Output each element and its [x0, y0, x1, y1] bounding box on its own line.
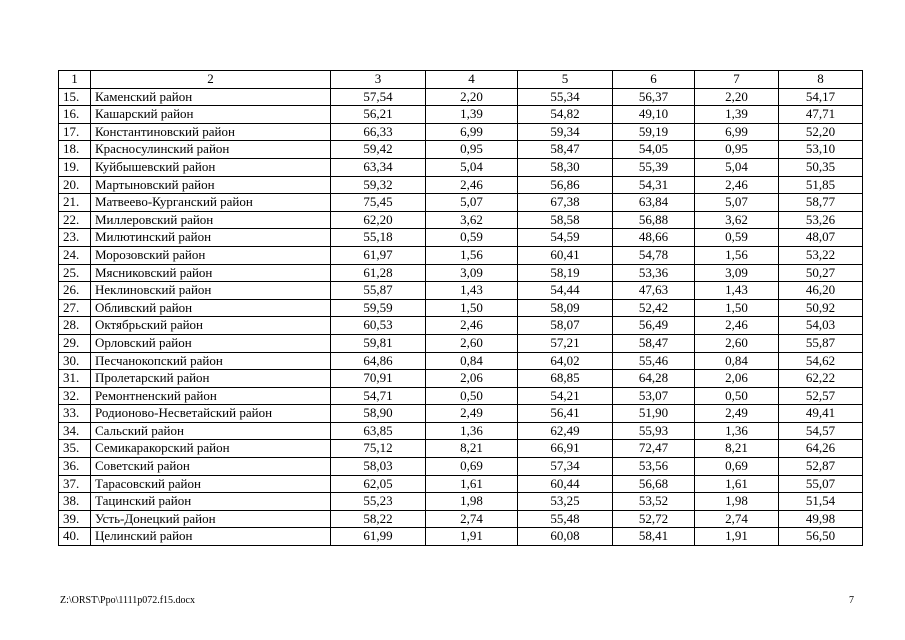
value-col-7: 0,84 — [695, 352, 779, 370]
value-col-8: 50,92 — [779, 299, 863, 317]
row-index: 37. — [59, 475, 91, 493]
value-col-3: 58,22 — [331, 510, 426, 528]
value-col-5: 56,41 — [518, 405, 613, 423]
district-name: Неклиновский район — [91, 282, 331, 300]
value-col-5: 54,59 — [518, 229, 613, 247]
value-col-6: 51,90 — [613, 405, 695, 423]
value-col-3: 54,71 — [331, 387, 426, 405]
value-col-4: 2,60 — [426, 334, 518, 352]
value-col-8: 53,10 — [779, 141, 863, 159]
value-col-5: 56,86 — [518, 176, 613, 194]
row-index: 22. — [59, 211, 91, 229]
table-row — [59, 229, 863, 247]
district-name: Пролетарский район — [91, 370, 331, 388]
row-index: 39. — [59, 510, 91, 528]
row-index: 18. — [59, 141, 91, 159]
column-number-5: 5 — [518, 71, 613, 89]
value-col-4: 8,21 — [426, 440, 518, 458]
district-name: Мясниковский район — [91, 264, 331, 282]
value-col-7: 1,56 — [695, 246, 779, 264]
value-col-4: 0,59 — [426, 229, 518, 247]
value-col-5: 59,34 — [518, 123, 613, 141]
value-col-6: 56,37 — [613, 88, 695, 106]
value-col-8: 52,20 — [779, 123, 863, 141]
column-number-6: 6 — [613, 71, 695, 89]
table-row — [59, 528, 863, 546]
table-row — [59, 317, 863, 335]
value-col-3: 62,05 — [331, 475, 426, 493]
table-row — [59, 176, 863, 194]
value-col-8: 50,35 — [779, 158, 863, 176]
row-index: 33. — [59, 405, 91, 423]
value-col-6: 48,66 — [613, 229, 695, 247]
value-col-4: 5,04 — [426, 158, 518, 176]
value-col-7: 1,39 — [695, 106, 779, 124]
value-col-6: 56,49 — [613, 317, 695, 335]
value-col-6: 56,88 — [613, 211, 695, 229]
value-col-8: 53,22 — [779, 246, 863, 264]
table-row — [59, 458, 863, 476]
value-col-6: 58,47 — [613, 334, 695, 352]
value-col-4: 2,46 — [426, 317, 518, 335]
value-col-4: 1,91 — [426, 528, 518, 546]
column-number-2: 2 — [91, 71, 331, 89]
value-col-5: 64,02 — [518, 352, 613, 370]
value-col-5: 58,09 — [518, 299, 613, 317]
value-col-3: 56,21 — [331, 106, 426, 124]
value-col-6: 47,63 — [613, 282, 695, 300]
value-col-3: 63,85 — [331, 422, 426, 440]
value-col-3: 60,53 — [331, 317, 426, 335]
row-index: 35. — [59, 440, 91, 458]
row-index: 16. — [59, 106, 91, 124]
value-col-3: 66,33 — [331, 123, 426, 141]
value-col-6: 72,47 — [613, 440, 695, 458]
district-name: Тарасовский район — [91, 475, 331, 493]
value-col-5: 54,44 — [518, 282, 613, 300]
value-col-7: 6,99 — [695, 123, 779, 141]
district-table — [58, 70, 863, 546]
value-col-6: 63,84 — [613, 194, 695, 212]
value-col-7: 3,09 — [695, 264, 779, 282]
value-col-4: 1,36 — [426, 422, 518, 440]
district-name: Целинский район — [91, 528, 331, 546]
table-row — [59, 493, 863, 511]
row-index: 17. — [59, 123, 91, 141]
row-index: 32. — [59, 387, 91, 405]
value-col-6: 53,52 — [613, 493, 695, 511]
column-number-3: 3 — [331, 71, 426, 89]
value-col-3: 75,45 — [331, 194, 426, 212]
district-name: Красносулинский район — [91, 141, 331, 159]
value-col-3: 59,32 — [331, 176, 426, 194]
value-col-6: 56,68 — [613, 475, 695, 493]
value-col-7: 5,04 — [695, 158, 779, 176]
value-col-8: 52,87 — [779, 458, 863, 476]
value-col-5: 67,38 — [518, 194, 613, 212]
value-col-5: 58,07 — [518, 317, 613, 335]
value-col-3: 57,54 — [331, 88, 426, 106]
value-col-8: 55,07 — [779, 475, 863, 493]
value-col-5: 54,82 — [518, 106, 613, 124]
value-col-8: 51,54 — [779, 493, 863, 511]
district-name: Ремонтненский район — [91, 387, 331, 405]
value-col-5: 57,21 — [518, 334, 613, 352]
page-number: 7 — [849, 595, 854, 606]
value-col-5: 57,34 — [518, 458, 613, 476]
row-index: 40. — [59, 528, 91, 546]
row-index: 26. — [59, 282, 91, 300]
row-index: 27. — [59, 299, 91, 317]
table-body — [59, 71, 863, 546]
value-col-7: 0,69 — [695, 458, 779, 476]
district-name: Усть-Донецкий район — [91, 510, 331, 528]
value-col-7: 5,07 — [695, 194, 779, 212]
value-col-7: 1,50 — [695, 299, 779, 317]
value-col-3: 59,81 — [331, 334, 426, 352]
value-col-5: 60,44 — [518, 475, 613, 493]
row-index: 29. — [59, 334, 91, 352]
row-index: 23. — [59, 229, 91, 247]
value-col-3: 58,03 — [331, 458, 426, 476]
value-col-4: 1,50 — [426, 299, 518, 317]
value-col-3: 62,20 — [331, 211, 426, 229]
value-col-5: 58,30 — [518, 158, 613, 176]
district-name: Морозовский район — [91, 246, 331, 264]
value-col-4: 0,95 — [426, 141, 518, 159]
row-index: 15. — [59, 88, 91, 106]
value-col-3: 70,91 — [331, 370, 426, 388]
footer-file-path: Z:\ORST\Ppo\1111p072.f15.docx — [60, 595, 195, 606]
value-col-4: 3,62 — [426, 211, 518, 229]
value-col-8: 46,20 — [779, 282, 863, 300]
value-col-6: 52,42 — [613, 299, 695, 317]
value-col-7: 2,49 — [695, 405, 779, 423]
value-col-6: 64,28 — [613, 370, 695, 388]
table-row — [59, 194, 863, 212]
value-col-5: 55,34 — [518, 88, 613, 106]
table-row — [59, 352, 863, 370]
value-col-6: 59,19 — [613, 123, 695, 141]
value-col-5: 58,47 — [518, 141, 613, 159]
value-col-4: 1,39 — [426, 106, 518, 124]
value-col-8: 62,22 — [779, 370, 863, 388]
value-col-4: 2,74 — [426, 510, 518, 528]
value-col-8: 47,71 — [779, 106, 863, 124]
value-col-7: 2,06 — [695, 370, 779, 388]
column-number-1: 1 — [59, 71, 91, 89]
value-col-8: 52,57 — [779, 387, 863, 405]
value-col-4: 2,06 — [426, 370, 518, 388]
district-name: Каменский район — [91, 88, 331, 106]
value-col-6: 54,78 — [613, 246, 695, 264]
district-name: Семикаракорский район — [91, 440, 331, 458]
value-col-6: 53,07 — [613, 387, 695, 405]
value-col-4: 1,56 — [426, 246, 518, 264]
row-index: 34. — [59, 422, 91, 440]
value-col-3: 58,90 — [331, 405, 426, 423]
value-col-7: 1,91 — [695, 528, 779, 546]
table-row — [59, 475, 863, 493]
value-col-8: 49,41 — [779, 405, 863, 423]
row-index: 24. — [59, 246, 91, 264]
district-name: Сальский район — [91, 422, 331, 440]
value-col-8: 54,03 — [779, 317, 863, 335]
column-number-8: 8 — [779, 71, 863, 89]
district-name: Октябрьский район — [91, 317, 331, 335]
value-col-3: 55,87 — [331, 282, 426, 300]
value-col-8: 54,62 — [779, 352, 863, 370]
district-name: Песчанокопский район — [91, 352, 331, 370]
row-index: 30. — [59, 352, 91, 370]
row-index: 38. — [59, 493, 91, 511]
district-name: Матвеево-Курганский район — [91, 194, 331, 212]
column-number-row — [59, 71, 863, 89]
value-col-8: 54,57 — [779, 422, 863, 440]
value-col-6: 55,39 — [613, 158, 695, 176]
value-col-7: 1,36 — [695, 422, 779, 440]
value-col-4: 2,20 — [426, 88, 518, 106]
table-row — [59, 106, 863, 124]
value-col-8: 53,26 — [779, 211, 863, 229]
value-col-6: 58,41 — [613, 528, 695, 546]
value-col-4: 0,84 — [426, 352, 518, 370]
district-name: Константиновский район — [91, 123, 331, 141]
value-col-3: 63,34 — [331, 158, 426, 176]
district-name: Милютинский район — [91, 229, 331, 247]
district-name: Тацинский район — [91, 493, 331, 511]
table-row — [59, 158, 863, 176]
row-index: 25. — [59, 264, 91, 282]
table-row — [59, 387, 863, 405]
value-col-8: 58,77 — [779, 194, 863, 212]
value-col-7: 1,98 — [695, 493, 779, 511]
value-col-3: 61,99 — [331, 528, 426, 546]
value-col-6: 52,72 — [613, 510, 695, 528]
value-col-5: 58,58 — [518, 211, 613, 229]
table-row — [59, 211, 863, 229]
value-col-4: 1,61 — [426, 475, 518, 493]
district-name: Куйбышевский район — [91, 158, 331, 176]
value-col-5: 53,25 — [518, 493, 613, 511]
district-name: Обливский район — [91, 299, 331, 317]
column-number-4: 4 — [426, 71, 518, 89]
value-col-7: 2,60 — [695, 334, 779, 352]
value-col-4: 1,43 — [426, 282, 518, 300]
value-col-4: 5,07 — [426, 194, 518, 212]
value-col-4: 2,49 — [426, 405, 518, 423]
table-row — [59, 405, 863, 423]
value-col-5: 58,19 — [518, 264, 613, 282]
table-row — [59, 123, 863, 141]
table-row — [59, 299, 863, 317]
district-name: Орловский район — [91, 334, 331, 352]
value-col-3: 61,28 — [331, 264, 426, 282]
table-row — [59, 510, 863, 528]
value-col-5: 62,49 — [518, 422, 613, 440]
value-col-3: 64,86 — [331, 352, 426, 370]
value-col-7: 1,61 — [695, 475, 779, 493]
value-col-3: 55,23 — [331, 493, 426, 511]
value-col-3: 61,97 — [331, 246, 426, 264]
value-col-6: 55,46 — [613, 352, 695, 370]
value-col-7: 0,50 — [695, 387, 779, 405]
value-col-6: 54,31 — [613, 176, 695, 194]
value-col-6: 49,10 — [613, 106, 695, 124]
row-index: 21. — [59, 194, 91, 212]
district-name: Советский район — [91, 458, 331, 476]
district-name: Мартыновский район — [91, 176, 331, 194]
value-col-8: 54,17 — [779, 88, 863, 106]
table-row — [59, 246, 863, 264]
value-col-7: 3,62 — [695, 211, 779, 229]
row-index: 31. — [59, 370, 91, 388]
value-col-4: 0,69 — [426, 458, 518, 476]
table-row — [59, 440, 863, 458]
district-name: Родионово-Несветайский район — [91, 405, 331, 423]
value-col-5: 66,91 — [518, 440, 613, 458]
value-col-6: 53,56 — [613, 458, 695, 476]
value-col-5: 60,41 — [518, 246, 613, 264]
value-col-8: 56,50 — [779, 528, 863, 546]
table-row — [59, 264, 863, 282]
value-col-6: 54,05 — [613, 141, 695, 159]
district-name: Кашарский район — [91, 106, 331, 124]
value-col-4: 3,09 — [426, 264, 518, 282]
value-col-8: 51,85 — [779, 176, 863, 194]
value-col-6: 55,93 — [613, 422, 695, 440]
value-col-5: 60,08 — [518, 528, 613, 546]
value-col-7: 2,46 — [695, 317, 779, 335]
table-row — [59, 370, 863, 388]
value-col-5: 54,21 — [518, 387, 613, 405]
value-col-5: 55,48 — [518, 510, 613, 528]
row-index: 20. — [59, 176, 91, 194]
value-col-3: 75,12 — [331, 440, 426, 458]
value-col-4: 1,98 — [426, 493, 518, 511]
value-col-4: 2,46 — [426, 176, 518, 194]
value-col-3: 59,42 — [331, 141, 426, 159]
row-index: 28. — [59, 317, 91, 335]
value-col-6: 53,36 — [613, 264, 695, 282]
value-col-5: 68,85 — [518, 370, 613, 388]
value-col-7: 2,20 — [695, 88, 779, 106]
table-row — [59, 334, 863, 352]
value-col-8: 48,07 — [779, 229, 863, 247]
value-col-3: 55,18 — [331, 229, 426, 247]
row-index: 36. — [59, 458, 91, 476]
value-col-4: 6,99 — [426, 123, 518, 141]
value-col-7: 8,21 — [695, 440, 779, 458]
value-col-8: 50,27 — [779, 264, 863, 282]
value-col-7: 2,46 — [695, 176, 779, 194]
table-row — [59, 422, 863, 440]
value-col-3: 59,59 — [331, 299, 426, 317]
value-col-8: 64,26 — [779, 440, 863, 458]
value-col-7: 0,95 — [695, 141, 779, 159]
value-col-7: 0,59 — [695, 229, 779, 247]
row-index: 19. — [59, 158, 91, 176]
value-col-8: 49,98 — [779, 510, 863, 528]
table-row — [59, 282, 863, 300]
table-row — [59, 141, 863, 159]
value-col-4: 0,50 — [426, 387, 518, 405]
value-col-8: 55,87 — [779, 334, 863, 352]
table-row — [59, 88, 863, 106]
value-col-7: 1,43 — [695, 282, 779, 300]
value-col-7: 2,74 — [695, 510, 779, 528]
district-name: Миллеровский район — [91, 211, 331, 229]
column-number-7: 7 — [695, 71, 779, 89]
